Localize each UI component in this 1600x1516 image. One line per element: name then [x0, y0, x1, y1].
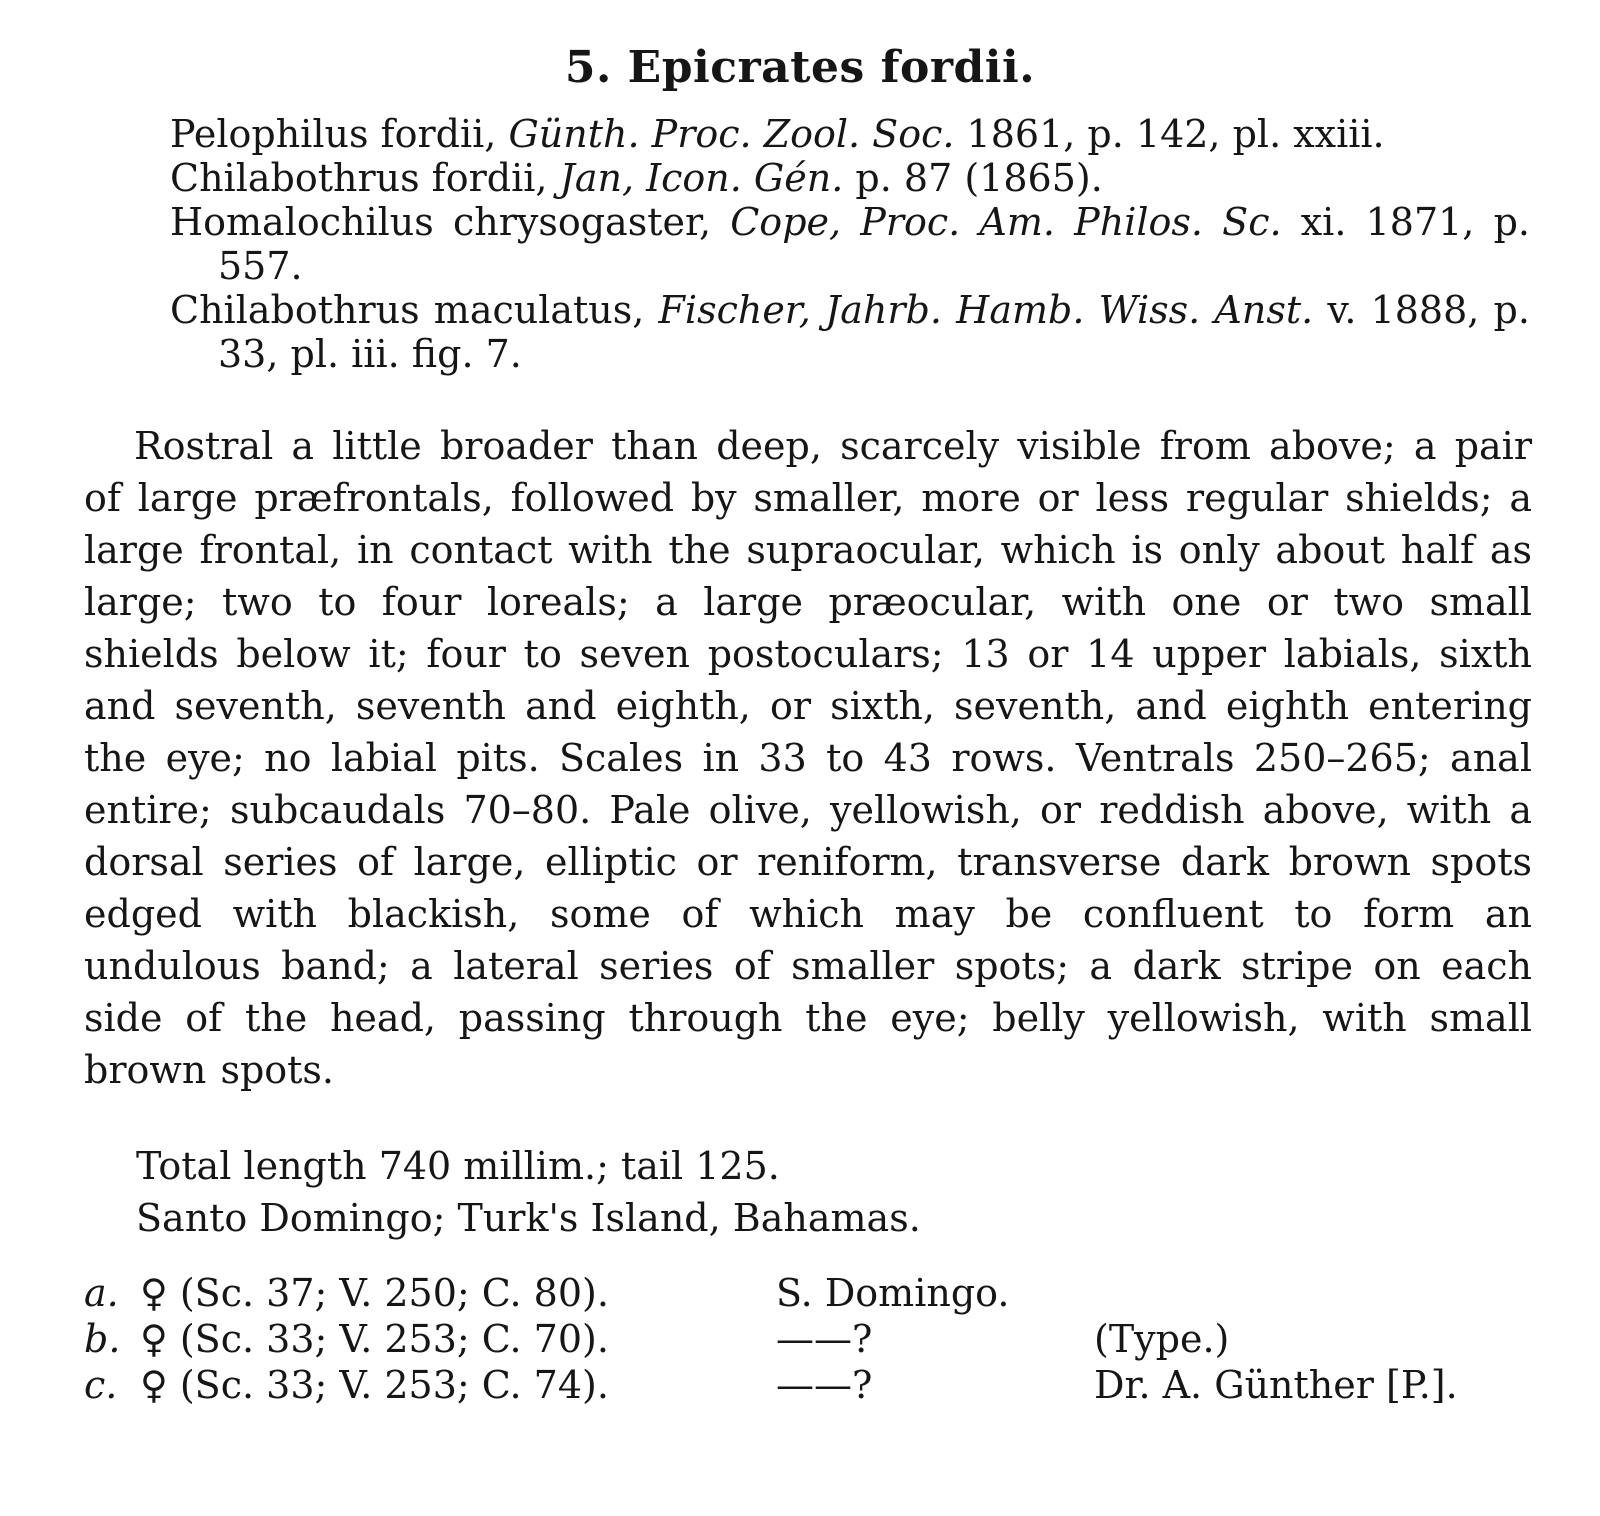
specimen-data: ♀ (Sc. 33; V. 253; C. 74).: [140, 1363, 609, 1407]
synonym-citation: p. 87 (1865).: [855, 156, 1103, 200]
synonym-name: Homalochilus chrysogaster,: [170, 200, 712, 244]
species-heading: 5. Epicrates fordii.: [564, 42, 1036, 93]
synonym-citation: xi. 1871, p. 557.: [218, 200, 1530, 288]
specimen-id: b.: [84, 1317, 121, 1361]
synonym-name: Chilabothrus maculatus,: [170, 288, 645, 332]
specimen-data: ♀ (Sc. 37; V. 250; C. 80).: [140, 1271, 609, 1315]
localities: Santo Domingo; Turk's Island, Bahamas.: [136, 1196, 921, 1240]
synonym-citation: 1861, p. 142, pl. xxiii.: [966, 112, 1385, 156]
species-description: Rostral a little broader than deep, scarcely visible from above; a pair of large præfrontals, followed by smaller, more or less regular shields; a large frontal, in contact with the supraocular, which is only about half as large; two to four loreals; a large præocular, with one or two small shields below it; four to seven postoculars; 13 or 14 upper labials, sixth and seventh, seventh and eighth, or sixth, seventh, and eighth entering the eye; no labial pits. Scales in 33 to 43 rows. Ventrals 250–265; anal entire; subcaudals 70–80. Pale olive, yellowish, or reddish above, with a dorsal series of large, elliptic or reniform, transverse dark brown spots edged with blackish, some of which may be confluent to form an undulous band; a lateral series of smaller spots; a dark stripe on each side of the head, passing through the eye; belly yellowish, with small brown spots.: [84, 424, 1532, 1092]
specimen-row: [84, 1316, 1532, 1362]
specimen-row: [84, 1362, 1532, 1408]
specimen-locality: ——?: [776, 1363, 873, 1407]
specimen-data: ♀ (Sc. 33; V. 253; C. 70).: [140, 1317, 609, 1361]
synonym-entry: [170, 156, 1530, 200]
synonym-name: Chilabothrus fordii,: [170, 156, 548, 200]
specimen-id: a.: [84, 1271, 119, 1315]
synonym-reference: Jan, Icon. Gén.: [559, 156, 844, 200]
synonym-citation: v. 1888, p. 33, pl. iii. fig. 7.: [218, 288, 1530, 376]
specimen-id: c.: [84, 1363, 118, 1407]
synonym-reference: Cope, Proc. Am. Philos. Sc.: [730, 200, 1282, 244]
synonym-reference: Günth. Proc. Zool. Soc.: [508, 112, 955, 156]
specimen-note: Dr. A. Günther [P.].: [1094, 1363, 1458, 1407]
synonym-entry: [170, 200, 1530, 288]
specimen-row: [84, 1270, 1532, 1316]
specimen-locality: ——?: [776, 1317, 873, 1361]
synonym-entry: [170, 288, 1530, 376]
synonym-name: Pelophilus fordii,: [170, 112, 497, 156]
synonym-entry: [170, 112, 1530, 156]
specimen-locality: S. Domingo.: [776, 1271, 1010, 1315]
synonymy-list: [170, 112, 1530, 376]
synonym-reference: Fischer, Jahrb. Hamb. Wiss. Anst.: [658, 288, 1314, 332]
specimen-list: [84, 1270, 1532, 1408]
specimen-note: (Type.): [1094, 1317, 1230, 1361]
total-length: Total length 740 millim.; tail 125.: [136, 1144, 780, 1188]
